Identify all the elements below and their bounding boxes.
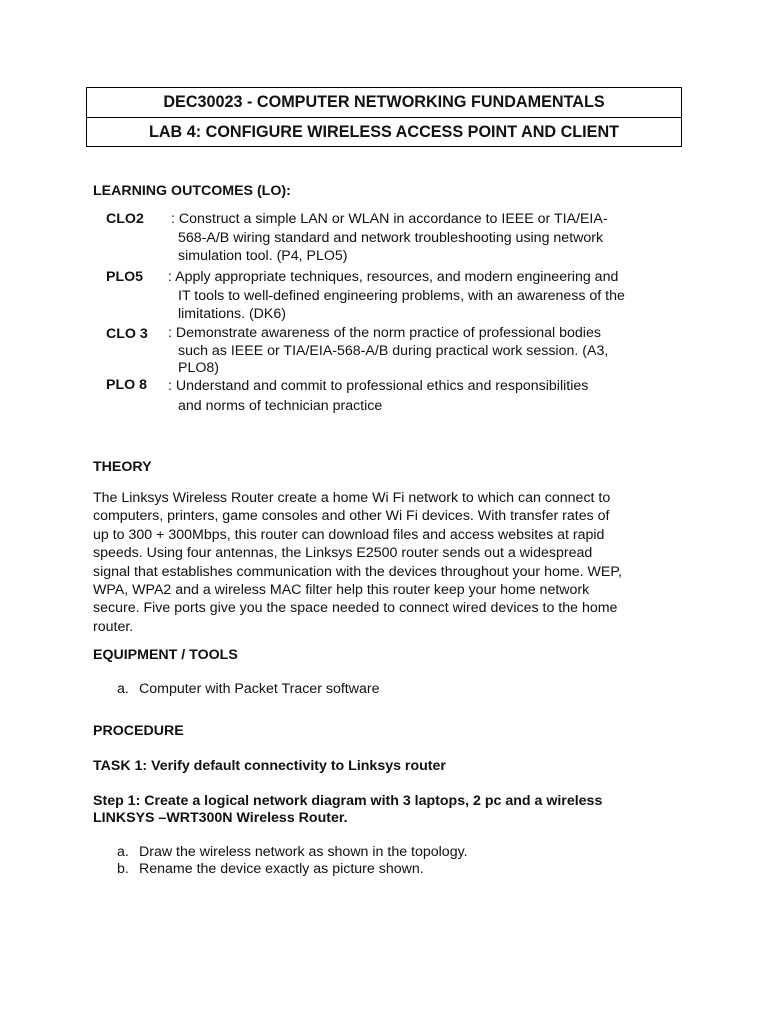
lo-code-plo5: PLO5 <box>106 269 144 285</box>
task1-heading: TASK 1: Verify default connectivity to Linksys router <box>93 758 446 774</box>
lo-description-plo8 <box>168 376 678 416</box>
lo-line: : Demonstrate awareness of the norm practice of professional bodies <box>168 325 601 341</box>
theory-line: signal that establishes communication with the devices throughout your home. WEP, <box>93 563 622 580</box>
equipment-item-text: Computer with Packet Tracer software <box>139 681 380 697</box>
lo-line: simulation tool. (P4, PLO5) <box>178 248 348 264</box>
lo-code-clo2: CLO2 <box>106 211 144 227</box>
lo-description-clo2 <box>168 210 678 266</box>
lo-description-plo5 <box>168 268 678 324</box>
lo-line: such as IEEE or TIA/EIA-568-A/B during practical work session. (A3, <box>178 342 609 359</box>
equipment-item <box>117 680 380 699</box>
lab-title: LAB 4: CONFIGURE WIRELESS ACCESS POINT AND CLIENT <box>87 117 681 146</box>
theory-line: speeds. Using four antennas, the Linksys E2500 router sends out a widespread <box>93 545 593 562</box>
lo-line: limitations. (DK6) <box>178 306 287 322</box>
step1-line: Step 1: Create a logical network diagram with 3 laptops, 2 pc and a wireless <box>93 793 603 809</box>
lo-line: and norms of technician practice <box>178 398 383 414</box>
procedure-heading: PROCEDURE <box>93 723 184 739</box>
procedure-step-text: Draw the wireless network as shown in the topology. <box>139 844 468 860</box>
procedure-step <box>117 860 424 879</box>
list-marker: a. <box>117 681 129 697</box>
lo-line: IT tools to well-defined engineering problems, with an awareness of the <box>178 287 625 304</box>
theory-line: router. <box>93 618 134 635</box>
procedure-step-text: Rename the device exactly as picture shown. <box>139 861 424 877</box>
learning-outcomes-heading: LEARNING OUTCOMES (LO): <box>93 183 291 199</box>
lo-code-plo8: PLO 8 <box>106 377 147 393</box>
lo-line: PLO8) <box>178 360 220 376</box>
theory-line: WPA, WPA2 and a wireless MAC filter help this router keep your home network <box>93 582 590 599</box>
step1-line: LINKSYS –WRT300N Wireless Router. <box>93 810 348 826</box>
title-box <box>86 87 682 147</box>
course-title: DEC30023 - COMPUTER NETWORKING FUNDAMENTALS <box>163 93 605 112</box>
lo-code-clo3: CLO 3 <box>106 326 148 342</box>
theory-line: up to 300 + 300Mbps, this router can download files and access websites at rapid <box>93 526 605 543</box>
lo-line: 568-A/B wiring standard and network troubleshooting using network <box>178 229 604 246</box>
theory-heading: THEORY <box>93 459 152 475</box>
lo-line: : Construct a simple LAN or WLAN in accordance to IEEE or TIA/EIA- <box>171 211 608 227</box>
theory-paragraph <box>93 489 683 636</box>
lo-description-clo3 <box>168 325 678 378</box>
theory-line: computers, printers, game consoles and other Wi Fi devices. With transfer rates of <box>93 508 610 525</box>
theory-line: secure. Five ports give you the space needed to connect wired devices to the home <box>93 600 618 617</box>
theory-line: The Linksys Wireless Router create a home Wi Fi network to which can connect to <box>93 490 611 506</box>
equipment-heading: EQUIPMENT / TOOLS <box>93 647 238 663</box>
list-marker: b. <box>117 861 129 877</box>
lo-line: : Apply appropriate techniques, resources, and modern engineering and <box>168 269 619 285</box>
list-marker: a. <box>117 844 129 860</box>
lo-line: : Understand and commit to professional ethics and responsibilities <box>168 378 589 394</box>
step1-heading <box>93 793 602 827</box>
procedure-step <box>117 843 468 862</box>
